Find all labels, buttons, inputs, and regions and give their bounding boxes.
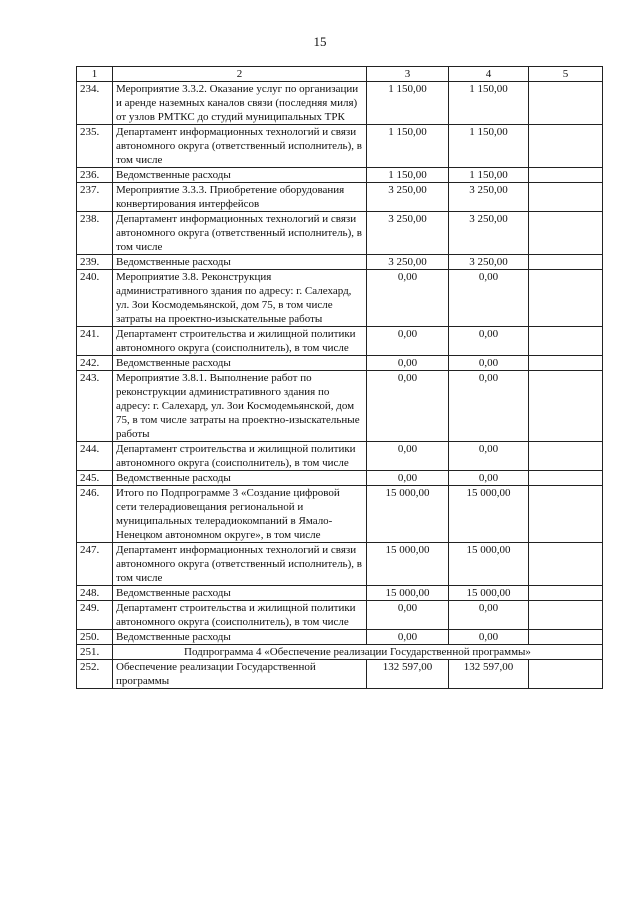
- table-row: [77, 471, 603, 486]
- amount-col3: 15 000,00: [367, 543, 449, 586]
- amount-col5: [529, 442, 603, 471]
- table-row: [77, 586, 603, 601]
- amount-col4: 0,00: [449, 356, 529, 371]
- table-row: [77, 82, 603, 125]
- amount-col3: 0,00: [367, 601, 449, 630]
- row-number: 241.: [77, 327, 113, 356]
- amount-col5: [529, 255, 603, 270]
- amount-col4: 1 150,00: [449, 82, 529, 125]
- row-number: 247.: [77, 543, 113, 586]
- row-number: 250.: [77, 630, 113, 645]
- page-number: 15: [313, 34, 327, 49]
- row-description: Департамент информационных технологий и связи автономного округа (ответственный исполнитель), в том числе: [113, 543, 367, 586]
- amount-col4: 0,00: [449, 471, 529, 486]
- amount-col5: [529, 168, 603, 183]
- table-row: [77, 543, 603, 586]
- amount-col4: 15 000,00: [449, 543, 529, 586]
- table-row: [77, 255, 603, 270]
- table-row: [77, 660, 603, 689]
- amount-col4: 132 597,00: [449, 660, 529, 689]
- column-header: 5: [529, 67, 603, 82]
- table-row: [77, 356, 603, 371]
- column-header: 2: [113, 67, 367, 82]
- amount-col4: 0,00: [449, 327, 529, 356]
- amount-col4: 15 000,00: [449, 586, 529, 601]
- row-description: Департамент строительства и жилищной политики автономного округа (соисполнитель), в том числе: [113, 442, 367, 471]
- amount-col4: 1 150,00: [449, 125, 529, 168]
- row-number: 240.: [77, 270, 113, 327]
- row-number: 242.: [77, 356, 113, 371]
- amount-col5: [529, 486, 603, 543]
- row-description: Обеспечение реализации Государственной программы: [113, 660, 367, 689]
- amount-col4: 0,00: [449, 371, 529, 442]
- amount-col4: 3 250,00: [449, 183, 529, 212]
- amount-col3: 3 250,00: [367, 183, 449, 212]
- table-row: [77, 270, 603, 327]
- row-number: 252.: [77, 660, 113, 689]
- row-description: Итого по Подпрограмме 3 «Создание цифровой сети телерадиовещания региональной и муниципальных телерадиокомпаний в Ямало-Ненецком автономном округе», в том числе: [113, 486, 367, 543]
- amount-col3: 0,00: [367, 327, 449, 356]
- row-description: Ведомственные расходы: [113, 630, 367, 645]
- amount-col3: 0,00: [367, 630, 449, 645]
- row-description: Мероприятие 3.3.2. Оказание услуг по организации и аренде наземных каналов связи (последняя миля) от узлов РМТКС до студий муниципальных ТРК: [113, 82, 367, 125]
- table-row: [77, 442, 603, 471]
- row-number: 245.: [77, 471, 113, 486]
- row-number: 248.: [77, 586, 113, 601]
- amount-col3: 132 597,00: [367, 660, 449, 689]
- amount-col4: 0,00: [449, 630, 529, 645]
- amount-col3: 15 000,00: [367, 486, 449, 543]
- row-description: Департамент информационных технологий и связи автономного округа (ответственный исполнитель), в том числе: [113, 125, 367, 168]
- budget-table: [76, 66, 603, 689]
- row-number: 237.: [77, 183, 113, 212]
- amount-col4: 1 150,00: [449, 168, 529, 183]
- row-number: 238.: [77, 212, 113, 255]
- table-row: [77, 125, 603, 168]
- row-description: Департамент информационных технологий и связи автономного округа (ответственный исполнитель), в том числе: [113, 212, 367, 255]
- amount-col3: 0,00: [367, 371, 449, 442]
- amount-col5: [529, 212, 603, 255]
- amount-col5: [529, 327, 603, 356]
- table-row: [77, 327, 603, 356]
- row-description: Ведомственные расходы: [113, 356, 367, 371]
- row-number: 239.: [77, 255, 113, 270]
- amount-col4: 0,00: [449, 601, 529, 630]
- row-number: 246.: [77, 486, 113, 543]
- column-header: 3: [367, 67, 449, 82]
- amount-col5: [529, 586, 603, 601]
- row-description: Департамент строительства и жилищной политики автономного округа (соисполнитель), в том числе: [113, 327, 367, 356]
- column-header: 4: [449, 67, 529, 82]
- amount-col3: 15 000,00: [367, 586, 449, 601]
- amount-col5: [529, 371, 603, 442]
- amount-col5: [529, 660, 603, 689]
- amount-col3: 3 250,00: [367, 255, 449, 270]
- row-number: 235.: [77, 125, 113, 168]
- amount-col3: 1 150,00: [367, 168, 449, 183]
- amount-col4: 3 250,00: [449, 255, 529, 270]
- amount-col5: [529, 543, 603, 586]
- amount-col5: [529, 356, 603, 371]
- amount-col5: [529, 270, 603, 327]
- amount-col5: [529, 630, 603, 645]
- row-description: Мероприятие 3.8.1. Выполнение работ по реконструкции административного здания по адресу: г. Салехард, ул. Зои Космодемьянской, дом 75, в том числе затраты на проектно-изыскательные работы: [113, 371, 367, 442]
- section-title: Подпрограмма 4 «Обеспечение реализации Государственной программы»: [113, 645, 603, 660]
- table-row: [77, 601, 603, 630]
- table-row: [77, 645, 603, 660]
- amount-col4: 3 250,00: [449, 212, 529, 255]
- row-number: 236.: [77, 168, 113, 183]
- row-description: Мероприятие 3.3.3. Приобретение оборудования конвертирования интерфейсов: [113, 183, 367, 212]
- row-description: Ведомственные расходы: [113, 168, 367, 183]
- amount-col3: 1 150,00: [367, 82, 449, 125]
- table-row: [77, 486, 603, 543]
- row-number: 244.: [77, 442, 113, 471]
- table-row: [77, 183, 603, 212]
- table-row: [77, 212, 603, 255]
- amount-col3: 0,00: [367, 442, 449, 471]
- amount-col5: [529, 82, 603, 125]
- row-number: 251.: [77, 645, 113, 660]
- amount-col3: 3 250,00: [367, 212, 449, 255]
- amount-col4: 0,00: [449, 442, 529, 471]
- table-row: [77, 630, 603, 645]
- amount-col5: [529, 125, 603, 168]
- row-description: Мероприятие 3.8. Реконструкция административного здания по адресу: г. Салехард, ул. Зои Космодемьянской, дом 75, в том числе затраты на проектно-изыскательные работы: [113, 270, 367, 327]
- amount-col3: 0,00: [367, 471, 449, 486]
- amount-col3: 1 150,00: [367, 125, 449, 168]
- amount-col4: 15 000,00: [449, 486, 529, 543]
- table-row: [77, 168, 603, 183]
- column-header: 1: [77, 67, 113, 82]
- row-number: 243.: [77, 371, 113, 442]
- row-description: Ведомственные расходы: [113, 255, 367, 270]
- row-number: 249.: [77, 601, 113, 630]
- amount-col4: 0,00: [449, 270, 529, 327]
- row-description: Ведомственные расходы: [113, 586, 367, 601]
- amount-col5: [529, 183, 603, 212]
- amount-col5: [529, 601, 603, 630]
- header-row: [77, 67, 603, 82]
- amount-col5: [529, 471, 603, 486]
- table-row: [77, 371, 603, 442]
- row-description: Департамент строительства и жилищной политики автономного округа (соисполнитель), в том числе: [113, 601, 367, 630]
- row-number: 234.: [77, 82, 113, 125]
- row-description: Ведомственные расходы: [113, 471, 367, 486]
- amount-col3: 0,00: [367, 356, 449, 371]
- amount-col3: 0,00: [367, 270, 449, 327]
